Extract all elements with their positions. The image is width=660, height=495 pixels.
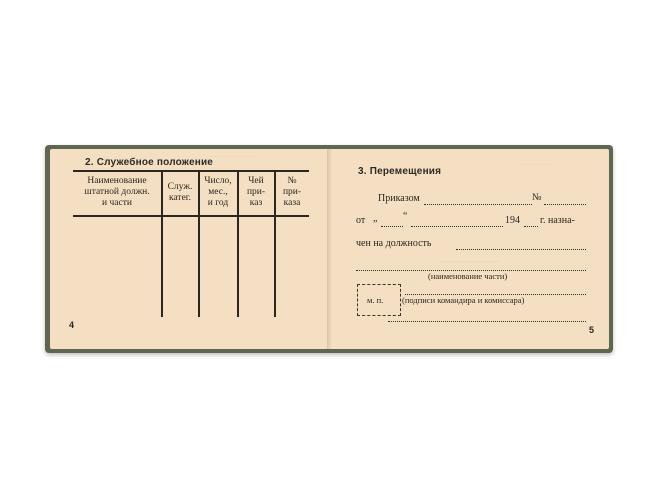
column-header-line: Чей [248, 176, 264, 186]
right-page-heading: 3. Перемещения [358, 166, 442, 177]
bleed-through-text: . . . . . . . . [520, 158, 550, 167]
column-header-line: Служ. [167, 182, 193, 192]
position-blank [456, 249, 586, 250]
left-page-number: 4 [69, 320, 75, 330]
column-header-line: и части [102, 198, 132, 208]
year-blank [524, 226, 538, 227]
signature-caption: (подписи командира и комиссара) [402, 295, 525, 305]
column-header-line: Число, [204, 176, 232, 186]
date-from-label: от [356, 215, 366, 226]
left-page-heading: 2. Служебное положение [85, 157, 214, 168]
column-header-line: № [287, 176, 297, 186]
column-header-line: Наименование [87, 176, 147, 186]
signature-blank-2 [388, 321, 586, 322]
column-header-line: при- [246, 187, 266, 197]
bleed-through-text: . . . . . . . . . . . . . . . [440, 255, 498, 264]
column-header-date [199, 176, 237, 209]
service-table [73, 170, 309, 317]
bleed-through-text: . . . . . . . . . . . . [210, 150, 256, 159]
column-header-line: штатной должн. [84, 187, 150, 197]
order-label: Приказом [378, 193, 420, 204]
seal-place-label: м. п. [367, 295, 384, 305]
order-blank-line [424, 204, 532, 205]
position-label: чен на должность [356, 238, 432, 249]
column-header-line: катег. [168, 193, 191, 203]
year-prefix: 194 [505, 215, 520, 226]
month-blank [411, 226, 503, 227]
date-open-quote: „ [373, 213, 378, 224]
column-header-order-issuer [238, 176, 274, 209]
column-header-category [162, 182, 198, 204]
appointed-suffix: г. назна- [540, 215, 575, 226]
day-blank [381, 226, 403, 227]
order-number-sign: № [532, 192, 542, 203]
column-header-line: каз [249, 198, 263, 208]
column-header-line: каза [283, 198, 301, 208]
column-header-order-number [275, 176, 309, 209]
right-page-number: 5 [589, 325, 595, 335]
column-header-position [73, 176, 161, 209]
column-header-line: при- [282, 187, 302, 197]
unit-caption: (наименование части) [428, 271, 508, 281]
order-number-blank [544, 204, 586, 205]
date-close-quote: “ [403, 211, 408, 222]
column-header-line: мес., [208, 187, 228, 197]
column-header-line: и год [207, 198, 229, 208]
